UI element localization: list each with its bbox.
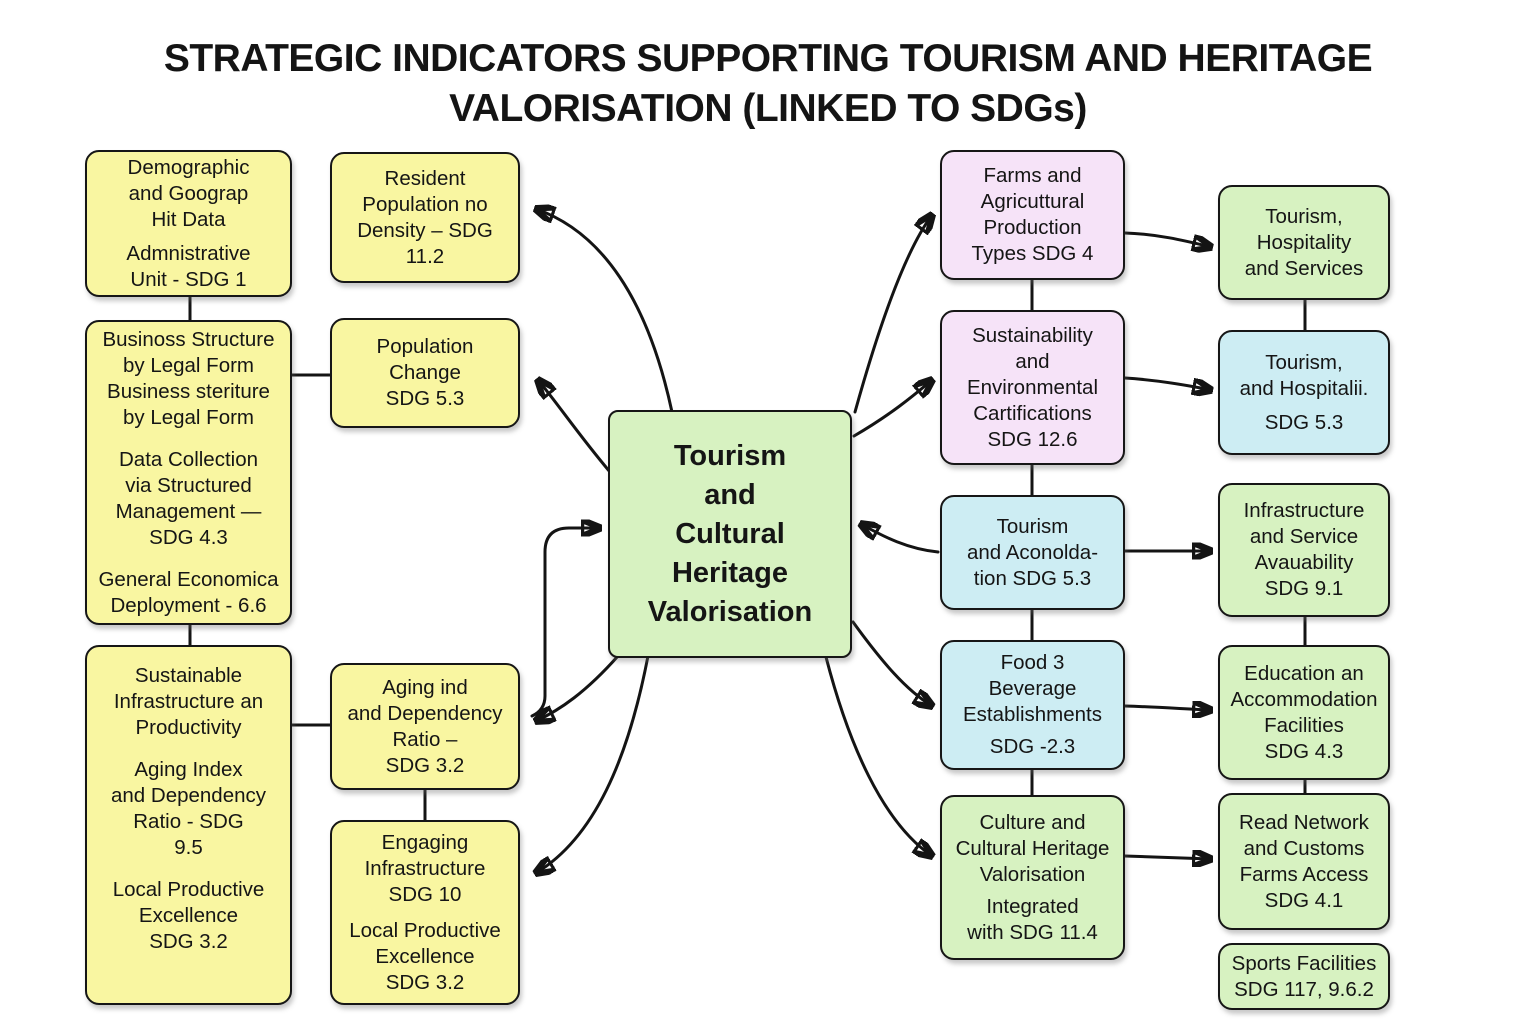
sports-facilities-line: Sports Facilities [1231, 951, 1377, 975]
tourism-cultural-heritage-valorisation-line: Heritage [671, 556, 789, 589]
food-beverage-establishments-paragraph [990, 734, 1075, 760]
tourism-hospitality-services-node [1218, 185, 1390, 300]
sustainable-infrastructure-line: Local Productive [112, 878, 265, 901]
edge-tourism-cultural-heritage-valorisation-to-food-beverage-establishments [853, 622, 932, 706]
sustainable-infrastructure-paragraph [114, 663, 263, 741]
culture-heritage-integrated-paragraph [956, 810, 1110, 888]
culture-heritage-integrated-paragraph [967, 894, 1098, 946]
resident-population-line: Density – SDG [357, 218, 493, 242]
sustainable-infrastructure-line: Productivity [135, 716, 242, 739]
sustainable-infrastructure-node [85, 645, 292, 1005]
edge-culture-heritage-integrated-to-road-network-farms-access [1125, 856, 1211, 859]
education-accommodation-facilities-line: Accommodation [1230, 687, 1378, 711]
edge-tourism-accommodation-to-tourism-cultural-heritage-valorisation [861, 524, 938, 552]
business-structure-paragraph [116, 447, 262, 551]
culture-heritage-integrated-line: Integrated [986, 894, 1079, 918]
tourism-hospitality-services-line: Tourism, [1265, 204, 1343, 228]
farms-agricultural-production-line: Production [983, 216, 1082, 239]
infrastructure-service-availability-line: and Service [1249, 525, 1359, 548]
education-accommodation-facilities-paragraph [1231, 661, 1378, 765]
engaging-infrastructure-paragraph [365, 830, 486, 908]
food-beverage-establishments-line: Beverage [988, 677, 1077, 700]
sustainability-environmental-certifications-node [940, 310, 1125, 465]
population-change-line: SDG 5.3 [385, 387, 465, 410]
road-network-farms-access-line: Read Network [1239, 810, 1369, 834]
aging-dependency-ratio-line: and Dependency [347, 701, 503, 725]
sustainable-infrastructure-line: Ratio - SDG [133, 810, 244, 833]
demographic-unit-line: Unit - SDG 1 [130, 267, 247, 291]
aging-dependency-ratio-paragraph [347, 675, 502, 779]
engaging-infrastructure-line: SDG 10 [388, 882, 462, 906]
edge-tourism-cultural-heritage-valorisation-to-aging-dependency-ratio [536, 656, 618, 721]
sustainable-infrastructure-line: SDG 3.2 [149, 930, 228, 953]
infrastructure-service-availability-line: Infrastructure [1243, 499, 1365, 522]
business-structure-line: General Economica [98, 567, 279, 591]
food-beverage-establishments-line: Food 3 [1000, 651, 1065, 674]
tourism-cultural-heritage-valorisation-line: Tourism [673, 439, 787, 472]
aging-dependency-ratio-node [330, 663, 520, 790]
edge-food-beverage-establishments-to-education-accommodation-facilities [1125, 706, 1211, 710]
sustainable-infrastructure-line: and Dependency [110, 784, 266, 807]
edge-tourism-cultural-heritage-valorisation-to-population-change [538, 380, 610, 472]
tourism-hospitality-sdg-paragraph [1240, 350, 1369, 402]
business-structure-line: Business steriture [107, 379, 270, 403]
culture-heritage-integrated-node [940, 795, 1125, 960]
tourism-hospitality-services-paragraph [1245, 204, 1364, 282]
farms-agricultural-production-node [940, 150, 1125, 280]
sustainable-infrastructure-paragraph [113, 877, 265, 955]
engaging-infrastructure-line: Engaging [381, 830, 469, 854]
education-accommodation-facilities-line: Facilities [1264, 713, 1344, 737]
edge-aging-dependency-ratio-to-tourism-cultural-heritage-valorisation [532, 528, 600, 716]
farms-agricultural-production-line: Agricuttural [980, 190, 1085, 213]
sustainable-infrastructure-line: 9.5 [174, 836, 203, 859]
sustainability-environmental-certifications-paragraph [967, 323, 1098, 453]
education-accommodation-facilities-line: SDG 4.3 [1264, 739, 1344, 763]
aging-dependency-ratio-line: Aging ind [382, 675, 468, 699]
road-network-farms-access-line: SDG 4.1 [1264, 888, 1344, 912]
food-beverage-establishments-paragraph [963, 650, 1102, 728]
business-structure-line: Businoss Structure [102, 327, 275, 351]
demographic-unit-paragraph [126, 241, 250, 293]
tourism-hospitality-sdg-line: SDG 5.3 [1264, 410, 1344, 434]
culture-heritage-integrated-line: with SDG 11.4 [967, 920, 1098, 944]
road-network-farms-access-line: Farms Access [1239, 862, 1369, 886]
culture-heritage-integrated-line: Cultural Heritage [955, 836, 1110, 860]
business-structure-line: SDG 4.3 [149, 525, 228, 549]
business-structure-line: by Legal Form [122, 353, 255, 377]
sustainable-infrastructure-line: Infrastructure an [113, 690, 264, 713]
engaging-infrastructure-line: Infrastructure [364, 856, 486, 880]
business-structure-node [85, 320, 292, 625]
tourism-cultural-heritage-valorisation-line: Cultural [675, 517, 785, 550]
title-line-1: STRATEGIC INDICATORS SUPPORTING TOURISM AND HERITAGE [163, 37, 1373, 80]
engaging-infrastructure-node [330, 820, 520, 1005]
sustainable-infrastructure-line: Sustainable [134, 664, 243, 687]
farms-agricultural-production-line: Farms and [983, 164, 1082, 187]
demographic-unit-line: and Goograp [128, 181, 249, 205]
infrastructure-service-availability-line: SDG 9.1 [1264, 577, 1344, 600]
business-structure-line: Deployment - 6.6 [110, 593, 267, 617]
population-change-paragraph [377, 334, 474, 412]
culture-heritage-integrated-line: Valorisation [979, 862, 1086, 886]
tourism-accommodation-line: tion SDG 5.3 [973, 566, 1092, 590]
tourism-cultural-heritage-valorisation-line: and [704, 478, 756, 511]
business-structure-line: by Legal Form [122, 405, 255, 429]
resident-population-line: Population no [362, 192, 488, 216]
food-beverage-establishments-line: SDG -2.3 [989, 735, 1076, 758]
tourism-cultural-heritage-valorisation-node [608, 410, 852, 658]
business-structure-paragraph [102, 327, 274, 431]
engaging-infrastructure-line: Local Productive [349, 918, 501, 942]
tourism-cultural-heritage-valorisation-paragraph [648, 437, 812, 632]
tourism-accommodation-paragraph [967, 514, 1098, 592]
culture-heritage-integrated-line: Culture and [979, 810, 1086, 834]
infrastructure-service-availability-line: Avauability [1254, 551, 1354, 574]
demographic-unit-paragraph [128, 155, 250, 233]
population-change-line: Population [376, 335, 474, 358]
resident-population-line: Resident [384, 166, 466, 190]
tourism-hospitality-sdg-line: Tourism, [1265, 350, 1343, 374]
tourism-hospitality-services-line: Hospitality [1256, 230, 1352, 254]
sports-facilities-line: SDG 117, 9.6.2 [1234, 977, 1374, 1001]
edge-tourism-cultural-heritage-valorisation-to-sustainability-environmental-certifications [854, 380, 932, 436]
sustainable-infrastructure-line: Aging Index [134, 758, 243, 781]
demographic-unit-line: Hit Data [151, 207, 226, 231]
resident-population-node [330, 152, 520, 283]
tourism-hospitality-sdg-paragraph [1265, 410, 1344, 436]
business-structure-paragraph [98, 567, 278, 619]
sustainability-environmental-certifications-line: and [1015, 349, 1050, 373]
business-structure-line: Data Collection [118, 447, 258, 471]
sustainability-environmental-certifications-line: Cartifications [973, 401, 1092, 425]
demographic-unit-node [85, 150, 292, 297]
sustainable-infrastructure-paragraph [111, 757, 266, 861]
resident-population-line: 11.2 [405, 244, 445, 268]
business-structure-line: via Structured [125, 473, 252, 497]
aging-dependency-ratio-line: Ratio – [392, 727, 458, 751]
road-network-farms-access-node [1218, 793, 1390, 930]
resident-population-paragraph [357, 166, 493, 270]
sports-facilities-paragraph [1232, 951, 1377, 1003]
title-line-2: VALORISATION (LINKED TO SDGs) [449, 87, 1087, 130]
engaging-infrastructure-paragraph [349, 918, 501, 996]
tourism-cultural-heritage-valorisation-line: Valorisation [647, 595, 813, 628]
edge-farms-agricultural-production-to-tourism-hospitality-services [1125, 233, 1211, 247]
business-structure-line: Management — [115, 499, 262, 523]
sustainable-infrastructure-line: Excellence [138, 904, 239, 927]
population-change-node [330, 318, 520, 428]
demographic-unit-line: Admnistrative [126, 241, 251, 265]
engaging-infrastructure-line: SDG 3.2 [385, 970, 465, 994]
food-beverage-establishments-line: Establishments [962, 703, 1102, 726]
edge-sustainability-environmental-certifications-to-tourism-hospitality-sdg [1125, 378, 1211, 390]
edge-tourism-cultural-heritage-valorisation-to-farms-agricultural-production [855, 215, 932, 412]
aging-dependency-ratio-line: SDG 3.2 [385, 753, 465, 777]
education-accommodation-facilities-node [1218, 645, 1390, 780]
demographic-unit-line: Demographic [127, 155, 250, 179]
education-accommodation-facilities-line: Education an [1244, 661, 1364, 685]
sustainability-environmental-certifications-line: Sustainability [972, 323, 1093, 347]
tourism-hospitality-services-line: and Services [1244, 256, 1364, 280]
sustainability-environmental-certifications-line: SDG 12.6 [987, 427, 1078, 451]
infrastructure-service-availability-node [1218, 483, 1390, 617]
edge-tourism-cultural-heritage-valorisation-to-culture-heritage-integrated [826, 657, 932, 856]
engaging-infrastructure-line: Excellence [375, 944, 475, 968]
farms-agricultural-production-line: Types SDG 4 [971, 242, 1094, 265]
road-network-farms-access-line: and Customs [1243, 836, 1365, 860]
food-beverage-establishments-node [940, 640, 1125, 770]
road-network-farms-access-paragraph [1239, 810, 1369, 914]
tourism-accommodation-node [940, 495, 1125, 610]
sustainability-environmental-certifications-line: Environmental [966, 375, 1099, 399]
sports-facilities-node [1218, 943, 1390, 1010]
tourism-accommodation-line: Tourism [996, 514, 1069, 538]
tourism-accommodation-line: and Aconolda- [966, 540, 1099, 564]
edge-tourism-cultural-heritage-valorisation-to-engaging-infrastructure [536, 656, 648, 873]
infrastructure-service-availability-paragraph [1244, 498, 1365, 602]
tourism-hospitality-sdg-node [1218, 330, 1390, 455]
population-change-line: Change [389, 361, 461, 384]
edge-tourism-cultural-heritage-valorisation-to-resident-population [536, 209, 672, 412]
farms-agricultural-production-paragraph [972, 163, 1094, 267]
tourism-hospitality-sdg-line: and Hospitalii. [1239, 376, 1369, 400]
